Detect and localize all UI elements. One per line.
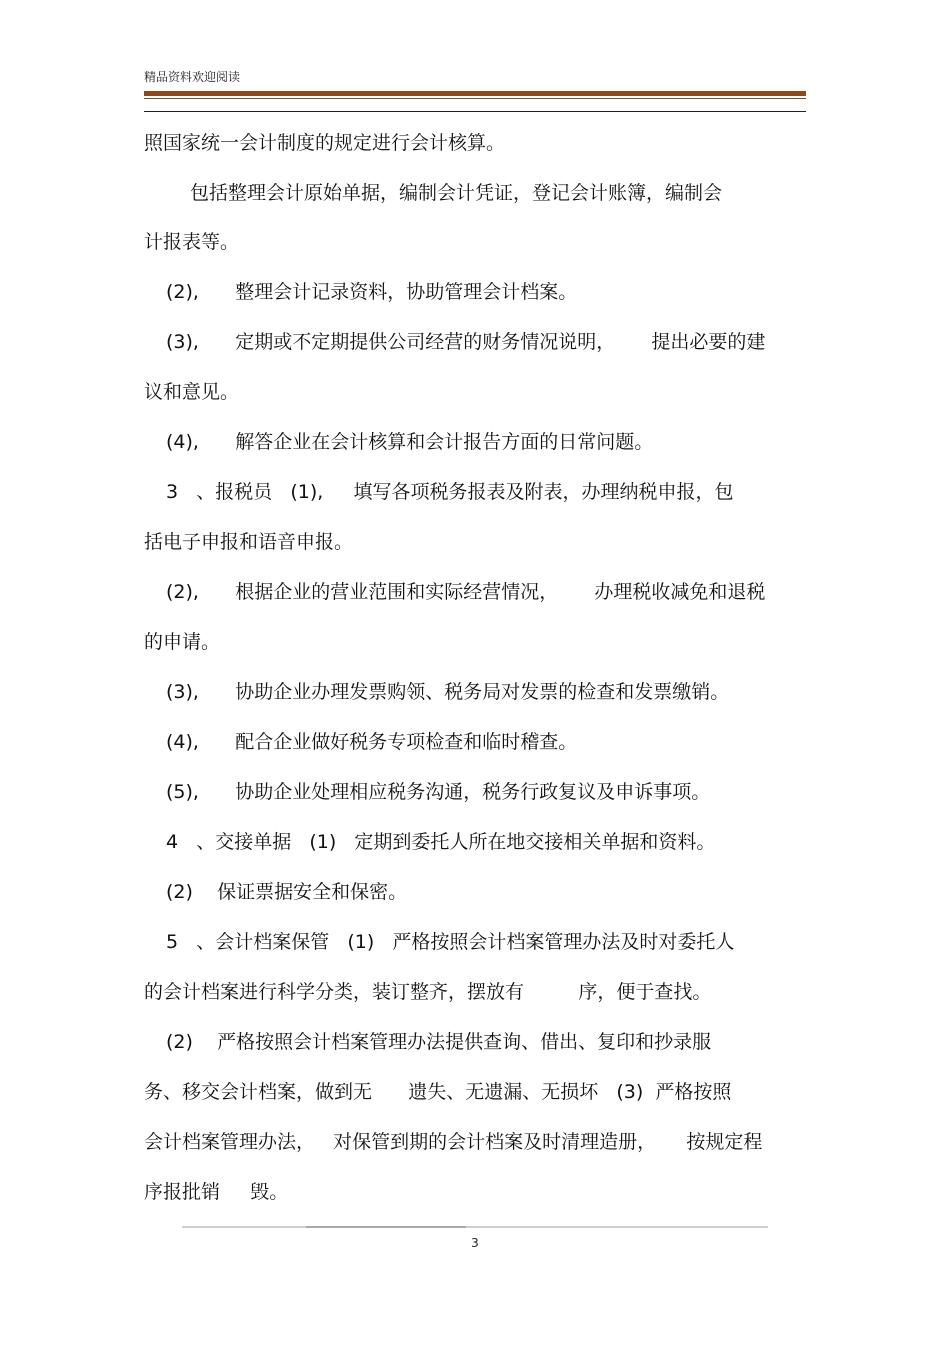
footer-rule-accent bbox=[306, 1226, 466, 1228]
text-line: (2) 严格按照会计档案管理办法提供查询、借出、复印和抄录服 bbox=[166, 1031, 712, 1053]
text-line: (2), 整理会计记录资料，协助管理会计档案。 bbox=[166, 281, 578, 303]
text-line: 4 、交接单据 (1) 定期到委托人所在地交接相关单据和资料。 bbox=[166, 831, 716, 853]
text-line: 务、移交会计档案，做到无 遗失、无遗漏、无损坏 (3) 严格按照 bbox=[144, 1081, 732, 1103]
text-line: 的会计档案进行科学分类，装订整齐，摆放有 序，便于查找。 bbox=[144, 981, 712, 1003]
text-line: 会计档案管理办法， 对保管到期的会计档案及时清理造册， 按规定程 bbox=[144, 1131, 763, 1153]
text-line: (4), 配合企业做好税务专项检查和临时稽查。 bbox=[166, 731, 578, 753]
text-line: (3), 定期或不定期提供公司经营的财务情况说明， 提出必要的建 bbox=[166, 331, 766, 353]
text-line: 的申请。 bbox=[144, 631, 221, 653]
text-line: (2) 保证票据安全和保密。 bbox=[166, 881, 408, 903]
text-line: 照国家统一会计制度的规定进行会计核算。 bbox=[144, 132, 506, 154]
page-number: 3 bbox=[471, 1236, 479, 1250]
footer-rule bbox=[182, 1226, 768, 1228]
text-line: (5), 协助企业处理相应税务沟通，税务行政复议及申诉事项。 bbox=[166, 781, 711, 803]
text-line: 5 、会计档案保管 (1) 严格按照会计档案管理办法及时对委托人 bbox=[166, 931, 735, 953]
text-line: 括电子申报和语音申报。 bbox=[144, 531, 354, 553]
text-line: (4), 解答企业在会计核算和会计报告方面的日常问题。 bbox=[166, 431, 654, 453]
header-rule-thin bbox=[144, 98, 806, 99]
text-line: 3 、报税员 (1), 填写各项税务报表及附表，办理纳税申报，包 bbox=[166, 481, 734, 503]
header-title: 精品资料欢迎阅读 bbox=[144, 70, 241, 84]
text-line: 序报批销 毁。 bbox=[144, 1181, 289, 1203]
text-line: 议和意见。 bbox=[144, 381, 240, 403]
text-line: (3), 协助企业办理发票购领、税务局对发票的检查和发票缴销。 bbox=[166, 681, 730, 703]
header-rule-bottom bbox=[144, 111, 806, 112]
header-rule-thick bbox=[144, 91, 806, 96]
text-line: (2), 根据企业的营业范围和实际经营情况， 办理税收减免和退税 bbox=[166, 581, 766, 603]
text-line: 计报表等。 bbox=[144, 231, 240, 253]
text-line: 包括整理会计原始单据，编制会计凭证，登记会计账簿，编制会 bbox=[190, 182, 723, 204]
